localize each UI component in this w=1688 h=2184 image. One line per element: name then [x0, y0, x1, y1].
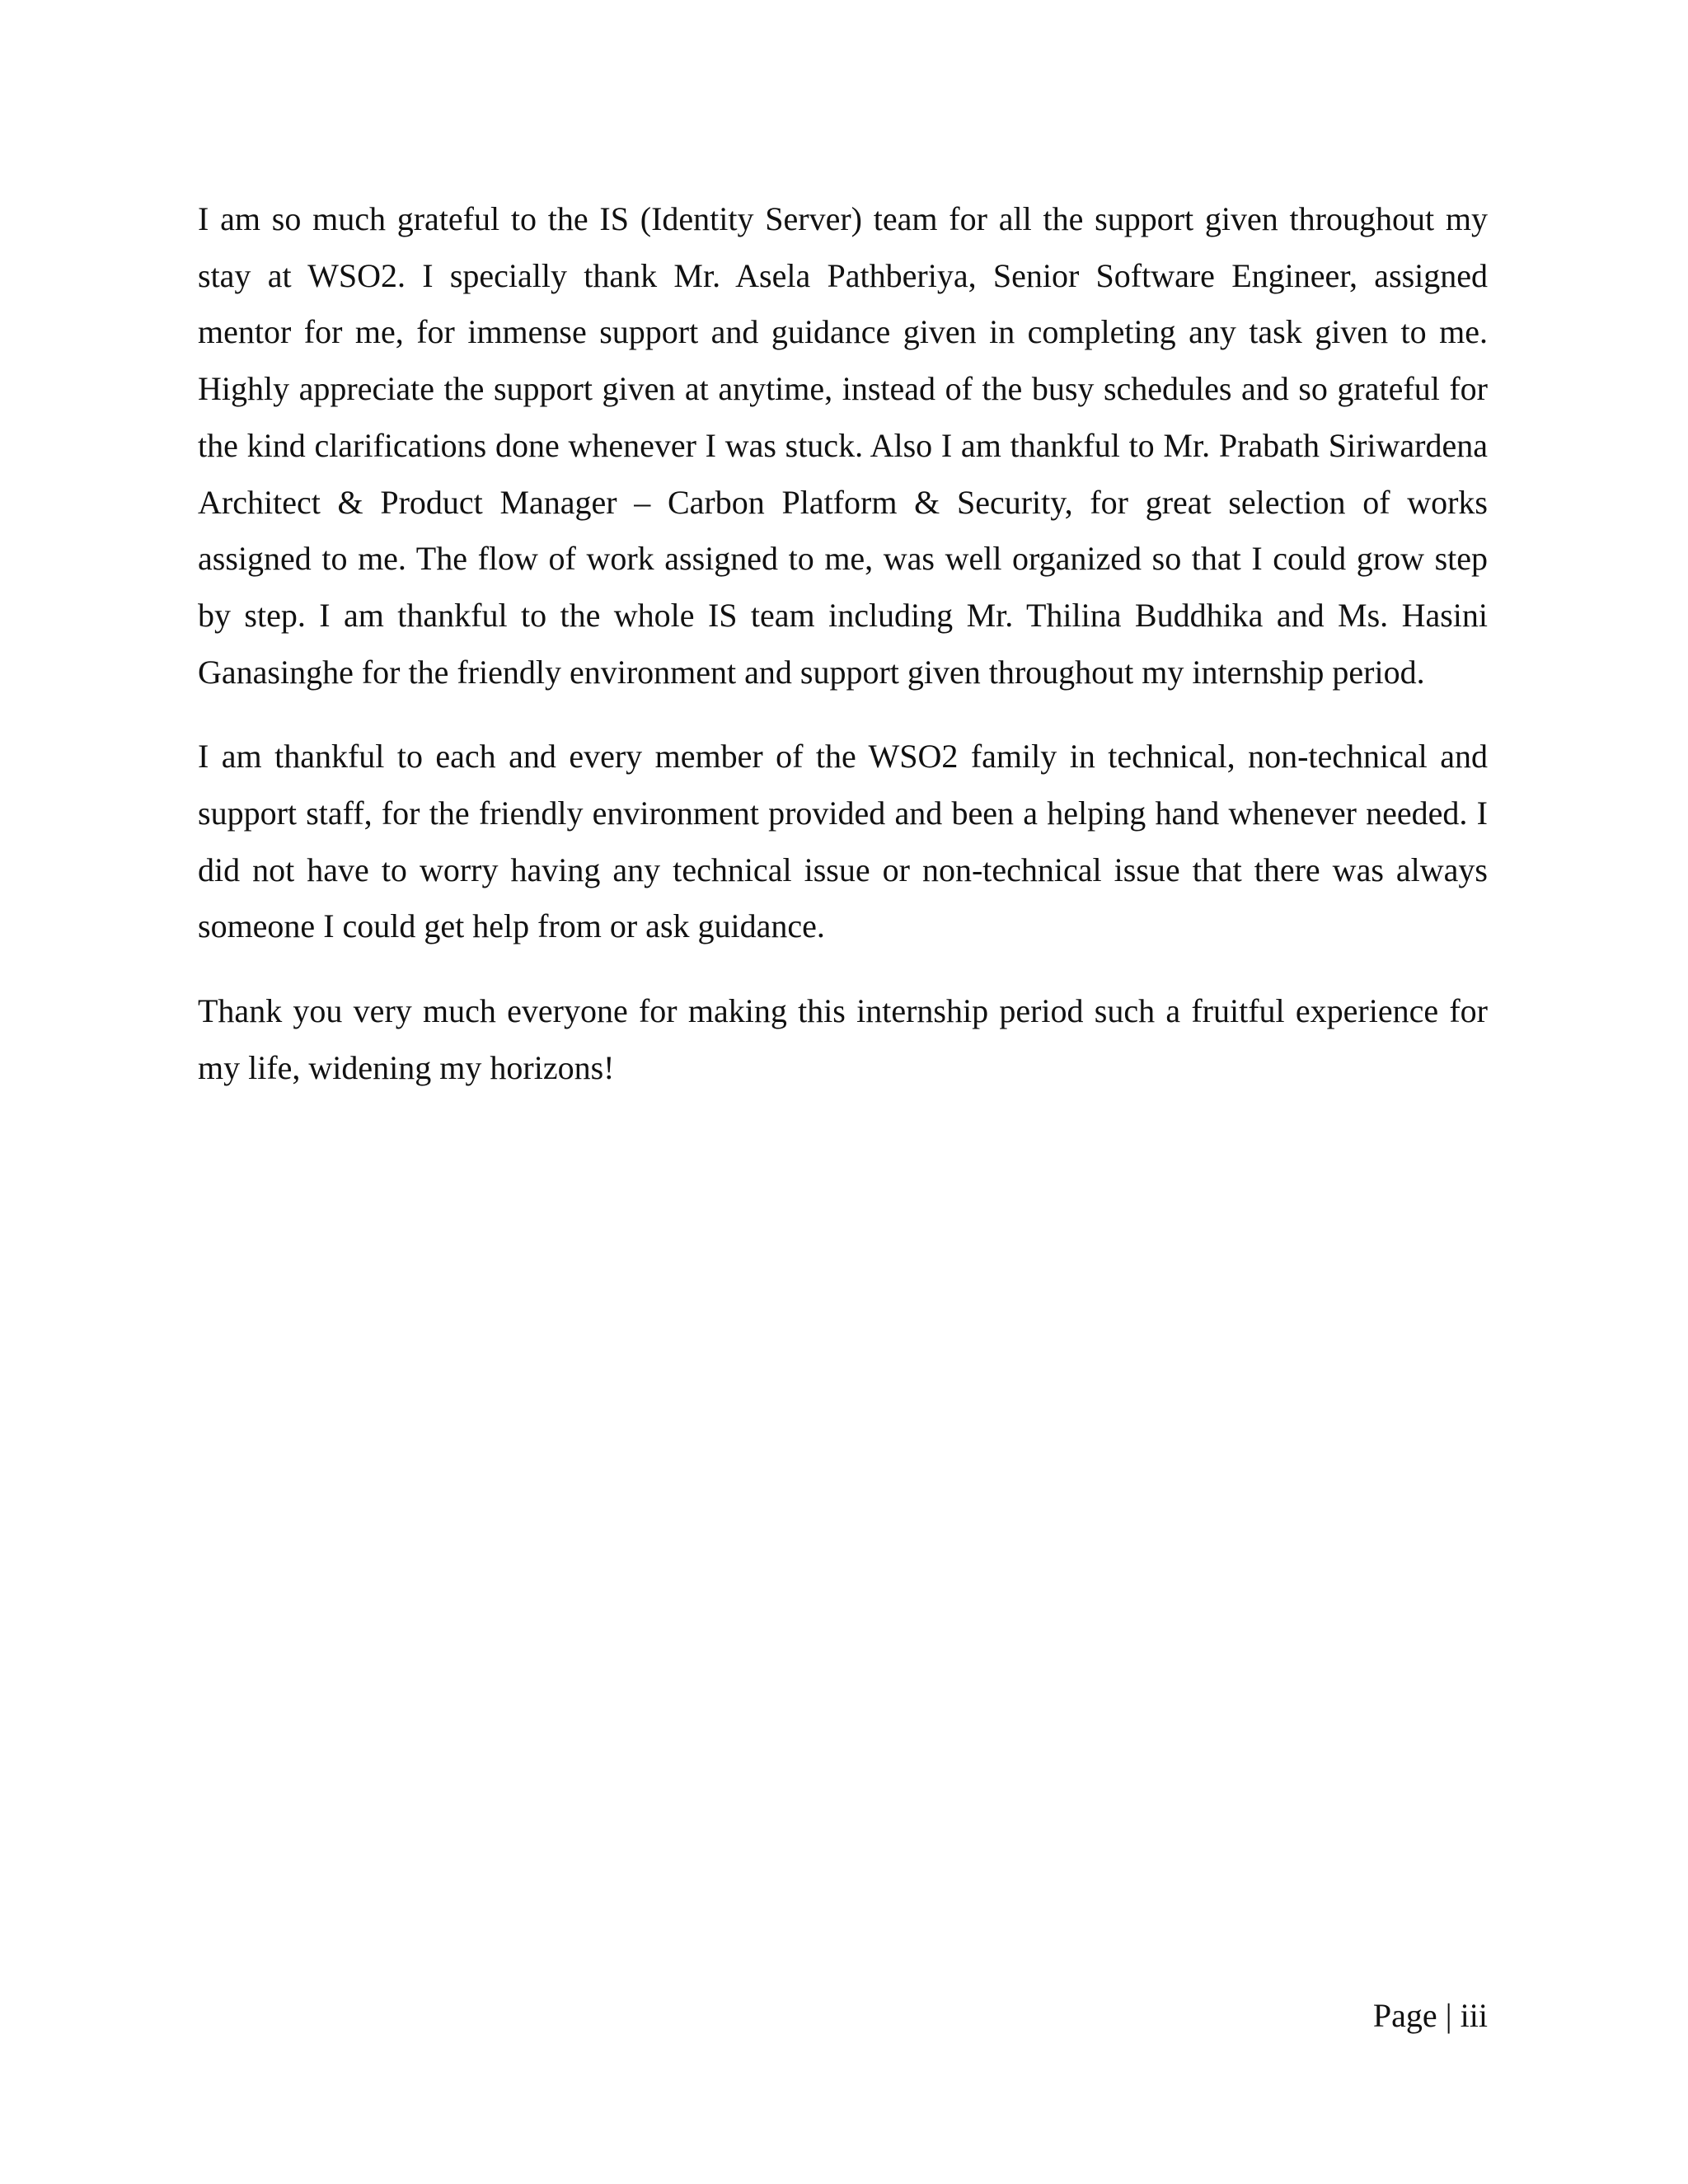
page-number: Page | iii: [1372, 1997, 1488, 2034]
acknowledgement-body: [198, 191, 1488, 1125]
paragraph-is-team: I am so much grateful to the IS (Identity Server) team for all the support given throughout my stay at WSO2. I specially thank Mr. Asela Pathberiya, Senior Software Engineer, assigned mentor for me, for immense support and guidance given in completing any task given to me. Highly appreciate the support given at anytime, instead of the busy schedules and so grateful for the kind clarifications done whenever I was stuck. Also I am thankful to Mr. Prabath Siriwardena Architect & Product Manager – Carbon Platform & Security, for great selection of works assigned to me. The flow of work assigned to me, was well organized so that I could grow step by step. I am thankful to the whole IS team including Mr. Thilina Buddhika and Ms. Hasini Ganasinghe for the friendly environment and support given throughout my internship period.: [198, 200, 1488, 691]
paragraph-wso2-family: I am thankful to each and every member of the WSO2 family in technical, non-technical and support staff, for the friendly environment provided and been a helping hand whenever needed. I did not have to worry having any technical issue or non-technical issue that there was always someone I could get help from or ask guidance.: [198, 738, 1488, 945]
paragraph-thank-you: Thank you very much everyone for making this internship period such a fruitful experience for my life, widening my horizons!: [198, 992, 1488, 1086]
